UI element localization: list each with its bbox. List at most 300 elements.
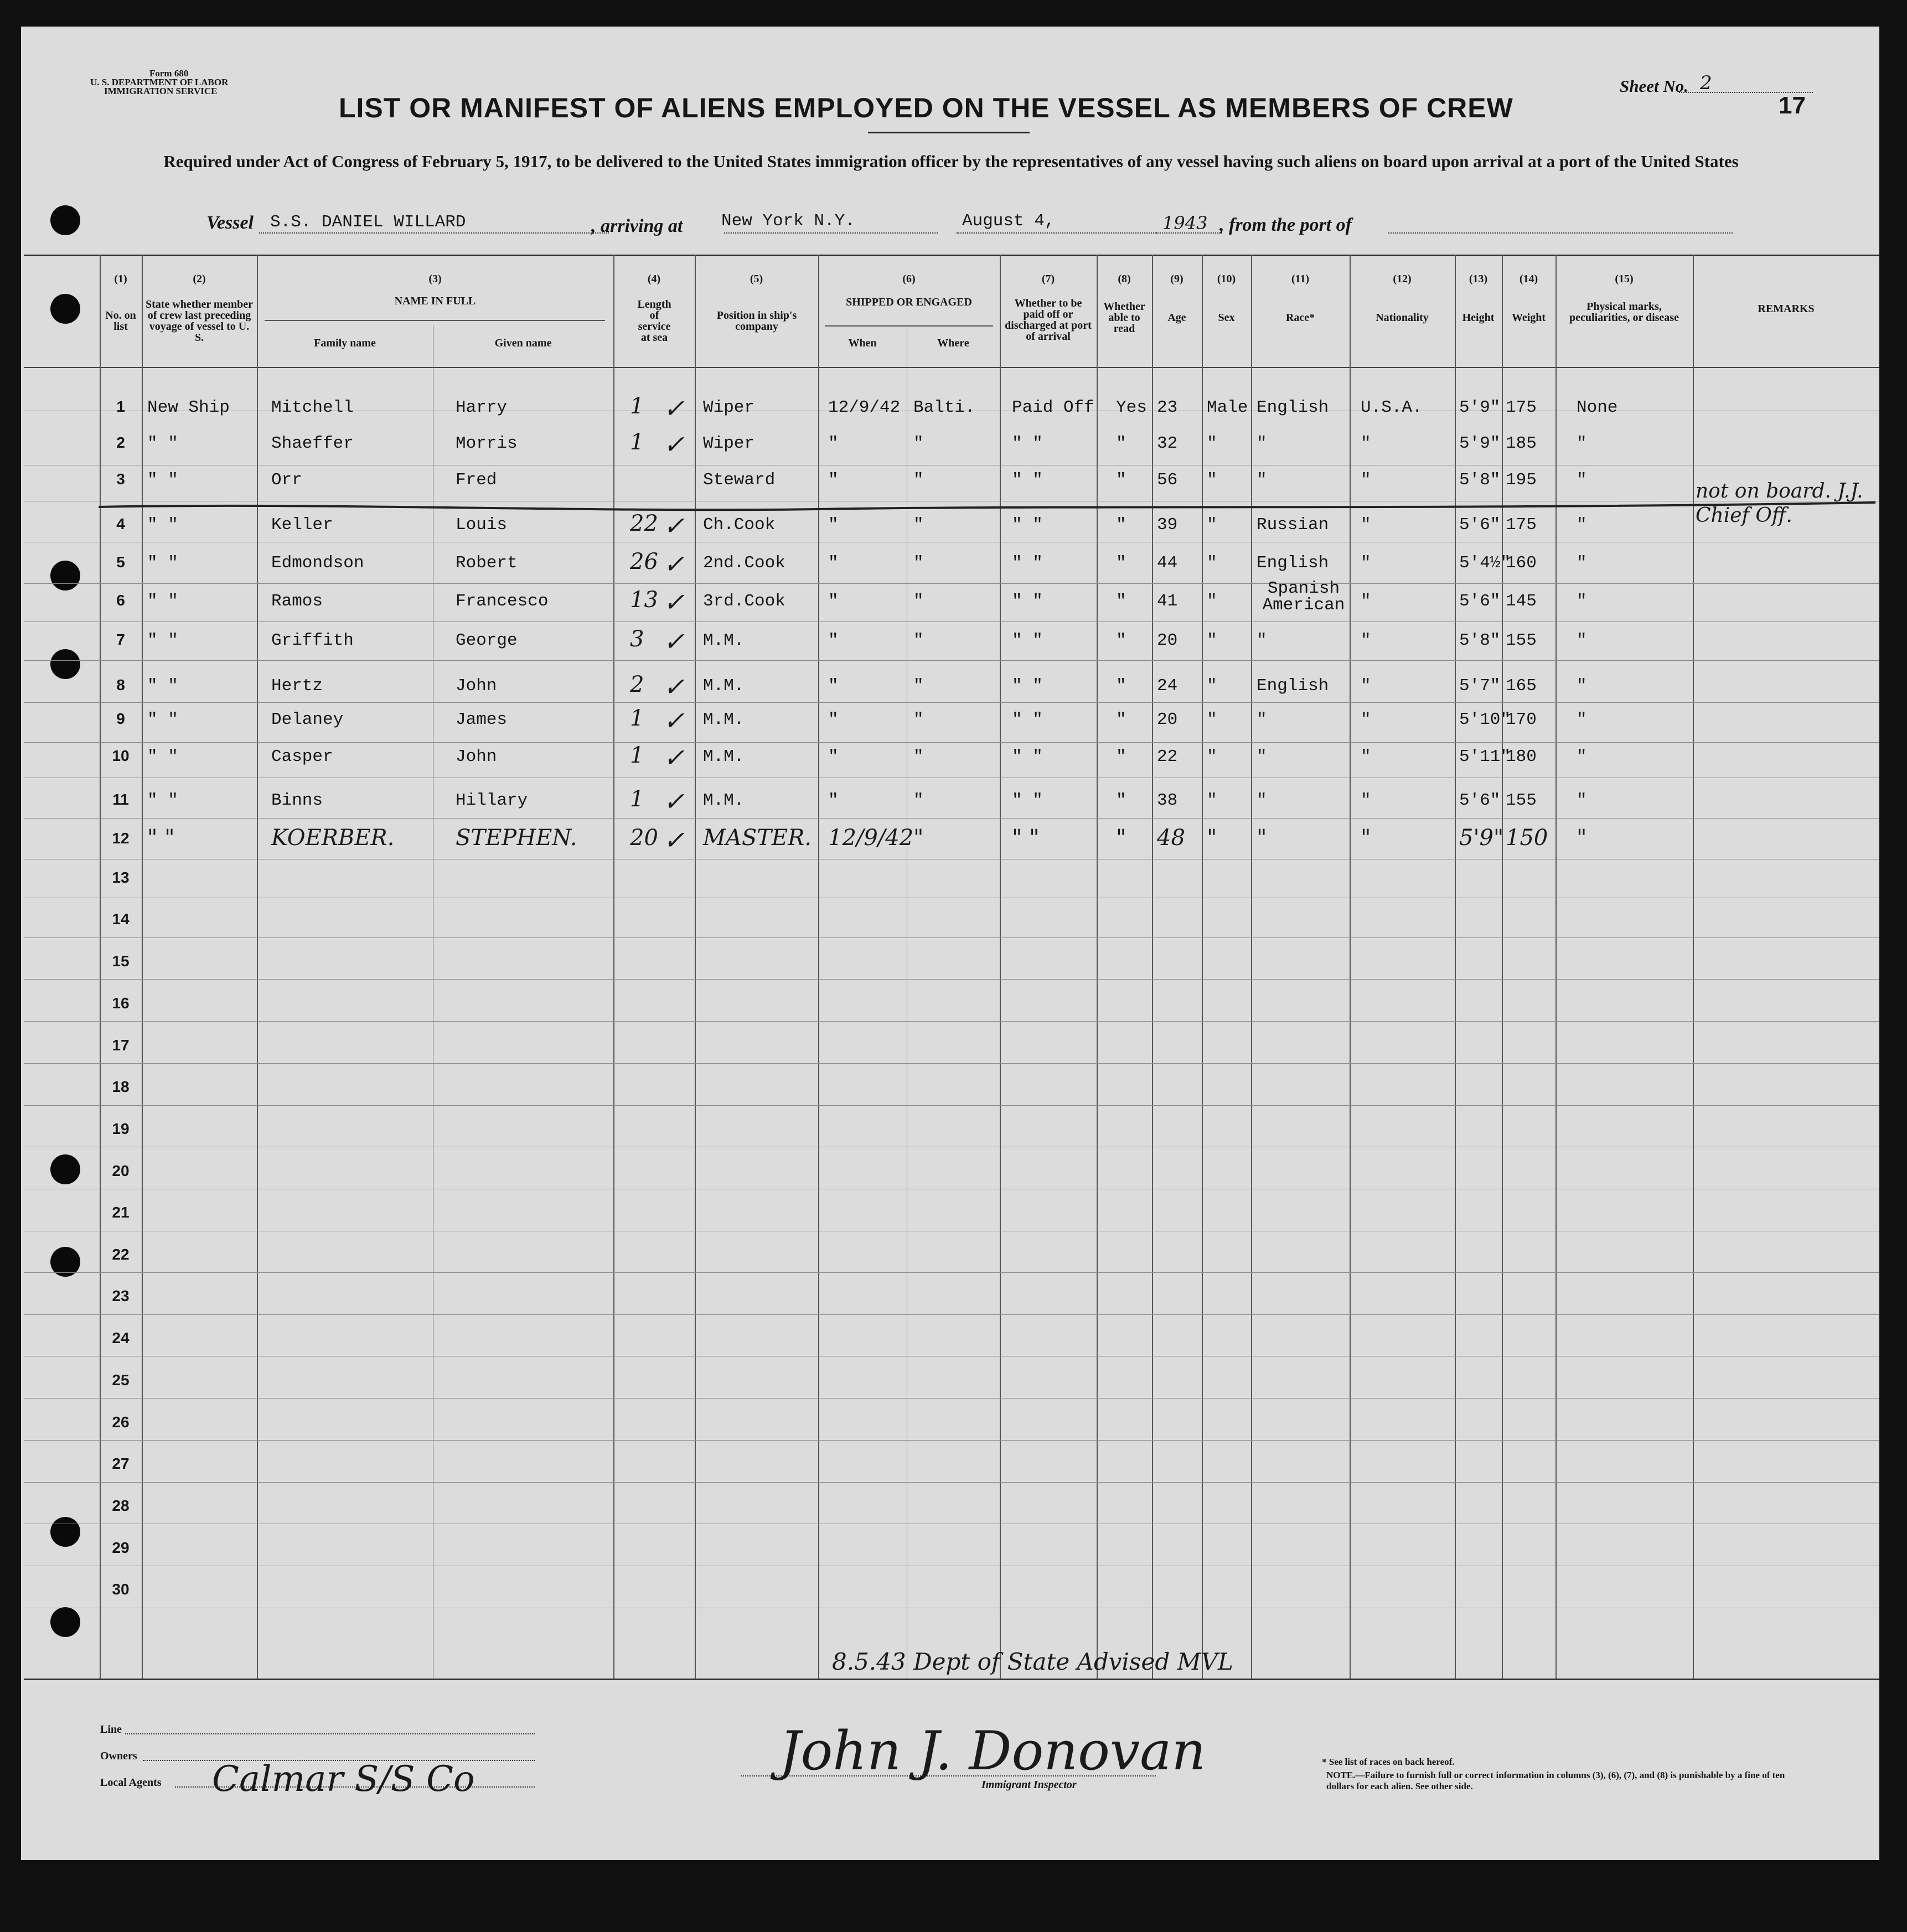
row-rule — [24, 1440, 1879, 1441]
weight-cell: 155 — [1506, 791, 1537, 810]
header-bottom-rule — [24, 367, 1879, 368]
race-cell: " — [1257, 434, 1267, 453]
col4-header: Length of service at sea — [637, 298, 671, 344]
row-number: 16 — [112, 995, 130, 1012]
family-name-cell: Casper — [271, 747, 333, 766]
table-top-rule — [24, 255, 1879, 256]
family-name-cell: KOERBER. — [271, 825, 395, 851]
physical-marks-cell: None — [1577, 398, 1618, 417]
shipped-where-cell: " — [913, 676, 924, 696]
check-mark: ✓ — [663, 587, 685, 617]
row-number: 9 — [116, 710, 125, 727]
col13-number: (13) — [1469, 273, 1488, 285]
race-cell: " — [1257, 470, 1267, 490]
col3-number: (3) — [428, 273, 442, 285]
row-number: 8 — [116, 676, 125, 693]
age-cell: 41 — [1157, 592, 1178, 611]
given-name-cell: James — [456, 710, 508, 729]
physical-marks-cell: " — [1577, 676, 1587, 696]
row-number: 28 — [112, 1497, 130, 1514]
punch-hole — [50, 1154, 80, 1184]
row-number: 3 — [116, 470, 125, 488]
row-rule — [24, 702, 1879, 703]
col-sep — [257, 255, 258, 1679]
col6-header: SHIPPED OR ENGAGED — [846, 296, 972, 308]
check-mark: ✓ — [663, 743, 685, 773]
shipped-when-cell: " — [828, 470, 839, 490]
punch-hole — [50, 1517, 80, 1547]
arrival-date-value: August 4, — [962, 211, 1055, 231]
race-cell: " — [1257, 747, 1267, 766]
col6-divider — [825, 325, 993, 327]
service-length-cell: 26 — [630, 549, 658, 574]
paid-off-cell: " " — [1012, 825, 1040, 851]
race-cell: " — [1257, 791, 1267, 810]
position-cell: Wiper — [703, 434, 755, 453]
able-to-read-cell: " — [1116, 434, 1126, 453]
age-cell: 20 — [1157, 631, 1178, 650]
position-cell: 3rd.Cook — [703, 592, 785, 611]
col1-header: No. on list — [105, 309, 136, 333]
col5-number: (5) — [750, 273, 763, 285]
shipped-where-cell: " — [913, 434, 924, 453]
check-mark: ✓ — [663, 429, 685, 459]
sex-cell: " — [1207, 470, 1217, 490]
row-number: 13 — [112, 869, 130, 886]
check-mark: ✓ — [663, 626, 685, 656]
row-number: 21 — [112, 1204, 130, 1221]
position-cell: M.M. — [703, 747, 745, 766]
given-name-cell: George — [456, 631, 518, 650]
row-rule — [24, 621, 1879, 622]
row-number: 12 — [112, 830, 130, 847]
shipped-where-cell: " — [913, 592, 924, 611]
race-cell: " — [1257, 631, 1267, 650]
last-voyage-cell: " " — [147, 791, 178, 810]
col4-number: (4) — [647, 273, 661, 285]
service-length-cell: 1 — [630, 706, 644, 731]
family-name-cell: Griffith — [271, 631, 354, 650]
check-mark: ✓ — [663, 825, 685, 855]
penalty-note: NOTE.—Failure to furnish full or correct information in columns (3), (6), (7), and (8) is punishable by a fine of ten dollars for each alien. See other side. — [1326, 1770, 1785, 1791]
col9-number: (9) — [1170, 273, 1184, 285]
family-name-cell: Edmondson — [271, 553, 364, 573]
col10-number: (10) — [1217, 273, 1236, 285]
row-rule — [24, 583, 1879, 584]
inspector-label: Immigrant Inspector — [981, 1779, 1077, 1791]
agents-value: Calmar S/S Co — [212, 1759, 475, 1800]
sex-cell: " — [1207, 515, 1217, 535]
able-to-read-cell: " — [1116, 825, 1126, 851]
family-name-cell: Delaney — [271, 710, 344, 729]
service-length-cell: 13 — [630, 587, 658, 613]
physical-marks-cell: " — [1577, 791, 1587, 810]
row-number: 26 — [112, 1413, 130, 1431]
family-name-cell: Keller — [271, 515, 333, 535]
row-rule — [24, 660, 1879, 661]
weight-cell: 170 — [1506, 710, 1537, 729]
row-number: 14 — [112, 910, 130, 928]
col-sep — [1502, 255, 1503, 1679]
sex-cell: " — [1207, 825, 1217, 851]
agents-label: Local Agents — [100, 1776, 162, 1789]
physical-marks-cell: " — [1577, 825, 1587, 851]
given-name-cell: STEPHEN. — [456, 825, 577, 851]
height-cell: 5'8" — [1459, 631, 1501, 650]
races-note: * See list of races on back hereof. — [1322, 1757, 1455, 1767]
family-name-cell: Binns — [271, 791, 323, 810]
shipped-where-cell: " — [913, 710, 924, 729]
col6-number: (6) — [902, 273, 916, 285]
nationality-cell: " — [1361, 434, 1371, 453]
col7-number: (7) — [1041, 273, 1055, 285]
able-to-read-cell: " — [1116, 676, 1126, 696]
col3-given-header: Given name — [494, 337, 552, 349]
given-name-cell: Fred — [456, 470, 497, 490]
given-name-cell: John — [456, 747, 497, 766]
nationality-cell: " — [1361, 631, 1371, 650]
punch-hole — [50, 205, 80, 235]
shipped-where-cell: " — [913, 631, 924, 650]
shipped-when-cell: " — [828, 791, 839, 810]
given-name-cell: Morris — [456, 434, 518, 453]
row-number: 29 — [112, 1539, 130, 1556]
position-cell: M.M. — [703, 710, 745, 729]
physical-marks-cell: " — [1577, 553, 1587, 573]
bottom-note: 8.5.43 Dept of State Advised MVL — [832, 1648, 1233, 1675]
col-sep — [1251, 255, 1252, 1679]
position-cell: M.M. — [703, 631, 745, 650]
col15-number: (15) — [1615, 273, 1634, 285]
arrival-year-value: 1943 — [1162, 213, 1208, 234]
weight-cell: 145 — [1506, 592, 1537, 611]
manifest-sheet — [21, 27, 1879, 1860]
paid-off-cell: Paid Off — [1012, 398, 1094, 417]
paid-off-cell: " " — [1012, 631, 1043, 650]
col8-header: Whether able to read — [1103, 301, 1145, 335]
height-cell: 5'7" — [1459, 676, 1501, 696]
arriving-label: , arriving at — [591, 216, 683, 236]
age-cell: 48 — [1157, 825, 1185, 851]
table-bottom-rule — [24, 1679, 1879, 1680]
shipped-when-cell: " — [828, 710, 839, 729]
paid-off-cell: " " — [1012, 676, 1043, 696]
department-label: U. S. DEPARTMENT OF LABOR — [90, 77, 229, 87]
sex-cell: " — [1207, 676, 1217, 696]
physical-marks-cell: " — [1577, 631, 1587, 650]
weight-cell: 160 — [1506, 553, 1537, 573]
row-rule — [24, 937, 1879, 938]
last-voyage-cell: " " — [147, 747, 178, 766]
col15-header: Physical marks, peculiarities, or disease — [1569, 301, 1679, 324]
shipped-where-cell: " — [913, 470, 924, 490]
check-mark: ✓ — [663, 549, 685, 579]
shipped-when-cell: " — [828, 553, 839, 573]
col12-header: Nationality — [1376, 312, 1429, 324]
row-rule — [24, 1105, 1879, 1106]
height-cell: 5'8" — [1459, 470, 1501, 490]
sex-cell: Male — [1207, 398, 1248, 417]
row-number: 17 — [112, 1037, 130, 1054]
port-line — [724, 232, 938, 234]
col11-number: (11) — [1291, 273, 1310, 285]
physical-marks-cell: " — [1577, 470, 1587, 490]
row-rule — [24, 1063, 1879, 1064]
age-cell: 38 — [1157, 791, 1178, 810]
col-sep — [1000, 255, 1001, 1679]
col-sep — [1202, 255, 1203, 1679]
row-number: 22 — [112, 1246, 130, 1263]
family-name-cell: Hertz — [271, 676, 323, 696]
shipped-when-cell: " — [828, 747, 839, 766]
row-number: 30 — [112, 1581, 130, 1598]
punch-hole — [50, 1607, 80, 1637]
row-number: 5 — [116, 553, 125, 571]
nationality-cell: " — [1361, 553, 1371, 573]
nationality-cell: " — [1361, 825, 1371, 851]
given-name-cell: Harry — [456, 398, 508, 417]
race-cell: English — [1257, 398, 1329, 417]
check-mark: ✓ — [663, 393, 685, 423]
race-cell: Spanish American — [1262, 579, 1345, 615]
last-voyage-cell: New Ship — [147, 398, 230, 417]
sheet-number-label: Sheet No. — [1620, 76, 1688, 96]
service-length-cell: 22 — [630, 511, 658, 536]
family-name-cell: Mitchell — [271, 398, 354, 417]
weight-cell: 175 — [1506, 515, 1537, 535]
check-mark: ✓ — [663, 672, 685, 702]
family-name-cell: Orr — [271, 470, 302, 490]
col11-header: Race* — [1285, 312, 1315, 324]
row-number: 6 — [116, 592, 125, 609]
last-voyage-cell: " " — [147, 592, 178, 611]
row-rule — [24, 1482, 1879, 1483]
nationality-cell: " — [1361, 470, 1371, 490]
paid-off-cell: " " — [1012, 470, 1043, 490]
shipped-where-cell: Balti. — [913, 398, 975, 417]
col-sep — [1455, 255, 1456, 1679]
nationality-cell: " — [1361, 747, 1371, 766]
check-mark: ✓ — [663, 706, 685, 735]
row-number: 27 — [112, 1455, 130, 1472]
paid-off-cell: " " — [1012, 592, 1043, 611]
given-name-cell: Hillary — [456, 791, 528, 810]
weight-cell: 175 — [1506, 398, 1537, 417]
age-cell: 39 — [1157, 515, 1178, 535]
title-underline — [868, 132, 1030, 133]
col-sep — [1152, 255, 1153, 1679]
row-rule — [24, 1021, 1879, 1022]
sex-cell: " — [1207, 592, 1217, 611]
paid-off-cell: " " — [1012, 747, 1043, 766]
sex-cell: " — [1207, 710, 1217, 729]
remarks-header: REMARKS — [1758, 303, 1815, 315]
given-name-cell: John — [456, 676, 497, 696]
page-stamp: 17 — [1779, 92, 1806, 119]
height-cell: 5'9" — [1459, 825, 1504, 851]
race-cell: Russian — [1257, 515, 1329, 535]
col-sep — [1350, 255, 1351, 1679]
row3-strikethrough — [99, 490, 1881, 524]
height-cell: 5'9" — [1459, 434, 1501, 453]
weight-cell: 180 — [1506, 747, 1537, 766]
vessel-value: S.S. DANIEL WILLARD — [270, 213, 466, 232]
nationality-cell: " — [1361, 676, 1371, 696]
col2-number: (2) — [193, 273, 206, 285]
race-cell: " — [1257, 710, 1267, 729]
position-cell: Wiper — [703, 398, 755, 417]
shipped-when-cell: " — [828, 515, 839, 535]
weight-cell: 185 — [1506, 434, 1537, 453]
physical-marks-cell: " — [1577, 710, 1587, 729]
able-to-read-cell: " — [1116, 553, 1126, 573]
physical-marks-cell: " — [1577, 515, 1587, 535]
age-cell: 22 — [1157, 747, 1178, 766]
from-port-label: , from the port of — [1219, 215, 1352, 235]
punch-hole — [50, 294, 80, 324]
service-length-cell: 1 — [630, 429, 644, 455]
service-length-cell: 1 — [630, 393, 644, 419]
position-cell: M.M. — [703, 676, 745, 696]
col10-header: Sex — [1218, 312, 1235, 324]
row-number: 23 — [112, 1287, 130, 1304]
row-number: 19 — [112, 1120, 130, 1137]
subtitle: Required under Act of Congress of February 5, 1917, to be delivered to the United States immigration officer by the representatives of any vessel having such aliens on board upon arrival at a port of the United States — [163, 152, 1739, 171]
col-sep — [142, 255, 143, 1679]
able-to-read-cell: " — [1116, 791, 1126, 810]
given-name-cell: Louis — [456, 515, 508, 535]
check-mark: ✓ — [663, 786, 685, 816]
row-number: 2 — [116, 434, 125, 451]
able-to-read-cell: " — [1116, 515, 1126, 535]
service-length-cell: 1 — [630, 786, 644, 812]
paid-off-cell: " " — [1012, 791, 1043, 810]
row-number: 4 — [116, 515, 125, 532]
col1-number: (1) — [114, 273, 127, 285]
form-number: Form 680 — [149, 68, 189, 79]
age-cell: 56 — [1157, 470, 1178, 490]
col5-header: Position in ship's company — [716, 309, 797, 333]
shipped-where-cell: " — [913, 791, 924, 810]
family-name-cell: Shaeffer — [271, 434, 354, 453]
physical-marks-cell: " — [1577, 592, 1587, 611]
inspector-signature: John J. Donovan — [779, 1720, 1206, 1782]
shipped-when-cell: " — [828, 592, 839, 611]
punch-hole — [50, 649, 80, 679]
age-cell: 32 — [1157, 434, 1178, 453]
height-cell: 5'9" — [1459, 398, 1501, 417]
age-cell: 24 — [1157, 676, 1178, 696]
sex-cell: " — [1207, 791, 1217, 810]
row-number: 25 — [112, 1371, 130, 1389]
sex-cell: " — [1207, 553, 1217, 573]
col6-when-header: When — [848, 337, 877, 349]
physical-marks-cell: " — [1577, 747, 1587, 766]
sex-cell: " — [1207, 747, 1217, 766]
service-length-cell: 20 — [630, 825, 658, 851]
col6-where-header: Where — [937, 337, 969, 349]
physical-marks-cell: " — [1577, 434, 1587, 453]
shipped-when-cell: " — [828, 676, 839, 696]
position-cell: MASTER. — [703, 825, 812, 851]
paid-off-cell: " " — [1012, 710, 1043, 729]
last-voyage-cell: " " — [147, 825, 175, 851]
row-number: 7 — [116, 631, 125, 648]
col12-number: (12) — [1393, 273, 1412, 285]
last-voyage-cell: " " — [147, 710, 178, 729]
page-title: LIST OR MANIFEST OF ALIENS EMPLOYED ON THE VESSEL AS MEMBERS OF CREW — [339, 92, 1513, 123]
col-sep — [100, 255, 101, 1679]
punch-hole — [50, 561, 80, 591]
nationality-cell: " — [1361, 791, 1371, 810]
height-cell: 5'6" — [1459, 515, 1501, 535]
paid-off-cell: " " — [1012, 553, 1043, 573]
able-to-read-cell: Yes — [1116, 398, 1147, 417]
weight-cell: 150 — [1506, 825, 1548, 851]
col2-header: State whether member of crew last preceding voyage of vessel to U. S. — [145, 298, 253, 344]
given-name-cell: Robert — [456, 553, 518, 573]
given-name-cell: Francesco — [456, 592, 549, 611]
shipped-when-cell: 12/9/42 — [828, 825, 914, 851]
col3-divider — [265, 320, 605, 321]
weight-cell: 155 — [1506, 631, 1537, 650]
able-to-read-cell: " — [1116, 631, 1126, 650]
col9-header: Age — [1167, 312, 1186, 324]
race-cell: English — [1257, 676, 1329, 696]
col-sep — [1555, 255, 1557, 1679]
row-number: 15 — [112, 952, 130, 970]
row-rule — [24, 818, 1879, 819]
last-voyage-cell: " " — [147, 676, 178, 696]
position-cell: 2nd.Cook — [703, 553, 785, 573]
from-port-line — [1388, 232, 1733, 234]
col-sep — [818, 255, 819, 1679]
line-field — [125, 1733, 535, 1734]
col3-header: NAME IN FULL — [394, 295, 476, 307]
service-length-cell: 2 — [630, 672, 644, 697]
check-mark: ✓ — [663, 511, 685, 541]
col-sep — [1693, 255, 1694, 1679]
row3-remark: not on board. J.J. Chief Off. — [1696, 480, 1863, 527]
last-voyage-cell: " " — [147, 515, 178, 535]
col3-family-header: Family name — [314, 337, 376, 349]
col7-header: Whether to be paid off or discharged at port of arrival — [1005, 297, 1092, 343]
position-cell: Steward — [703, 470, 776, 490]
sheet-number-value: 2 — [1700, 72, 1712, 94]
row-rule — [24, 1272, 1879, 1273]
nationality-cell: U.S.A. — [1361, 398, 1423, 417]
position-cell: M.M. — [703, 791, 745, 810]
col8-number: (8) — [1118, 273, 1131, 285]
col14-header: Weight — [1511, 312, 1546, 324]
weight-cell: 165 — [1506, 676, 1537, 696]
col-sep — [695, 255, 696, 1679]
height-cell: 5'4½" — [1459, 553, 1511, 573]
service-label: IMMIGRATION SERVICE — [104, 86, 218, 96]
col-sep — [1097, 255, 1098, 1679]
shipped-when-cell: " — [828, 434, 839, 453]
shipped-where-cell: " — [913, 553, 924, 573]
race-cell: English — [1257, 553, 1329, 573]
nationality-cell: " — [1361, 710, 1371, 729]
race-cell: " — [1257, 825, 1267, 851]
last-voyage-cell: " " — [147, 553, 178, 573]
shipped-where-cell: " — [913, 825, 924, 851]
position-cell: Ch.Cook — [703, 515, 776, 535]
owners-label: Owners — [100, 1750, 137, 1762]
family-name-cell: Ramos — [271, 592, 323, 611]
col-sep — [613, 255, 614, 1679]
